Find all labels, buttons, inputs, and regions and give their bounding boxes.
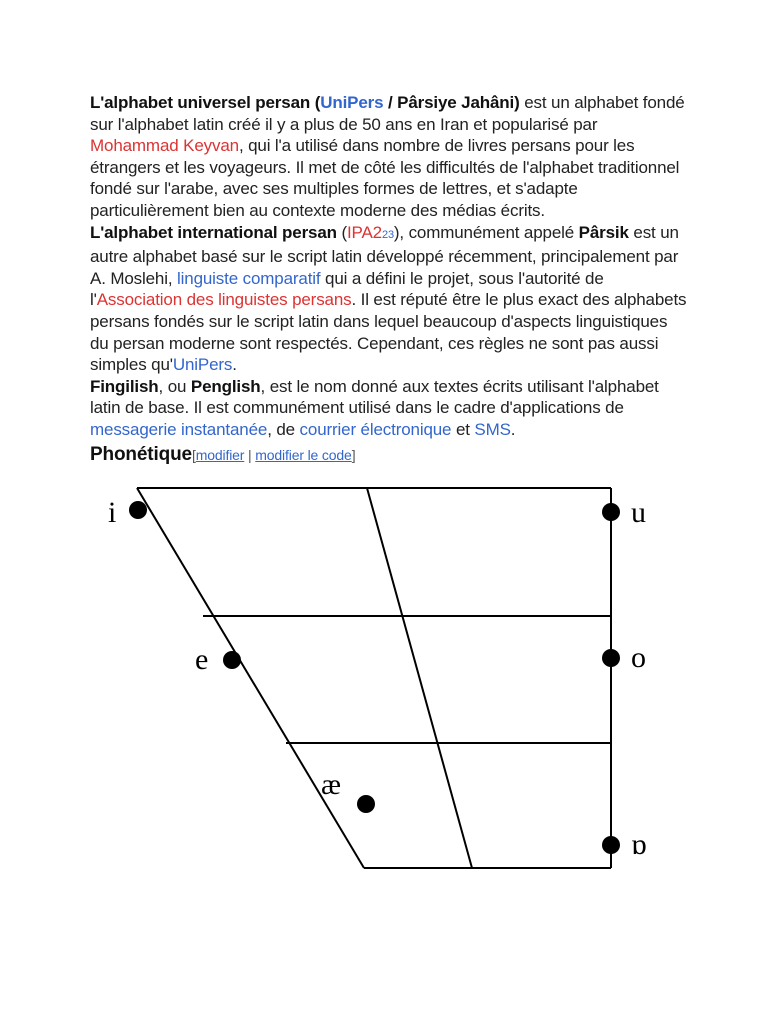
paragraph-parsik: L'alphabet international persan (IPA223), communément appelé Pârsik est un autre alphabet basé sur le script latin développé récemment, principalement par A. Moslehi, linguiste comparatif qui a défini le projet, sous l'autorité de l'Association des linguistes persans. Il est réputé être le plus exact des alphabets persans fondés sur le script latin dans lequel beaucoup d'aspects linguistiques du persan moderne sont respectés. Cependant, ces règles ne sont pas aussi simples qu'UniPers. [90, 222, 687, 375]
link-ipa2[interactable]: IPA2 [346, 222, 382, 242]
link-sms[interactable]: SMS [474, 419, 511, 439]
bold-text: Fingilish [90, 376, 159, 396]
bold-text: L'alphabet universel persan ( [90, 93, 321, 112]
edit-source-link[interactable]: modifier le code [255, 446, 352, 463]
left-edge [137, 488, 364, 868]
link-courrier[interactable]: courrier électronique [299, 419, 452, 439]
vowel-dot-u [602, 503, 620, 521]
edit-link[interactable]: modifier [195, 446, 245, 463]
vowel-chart [90, 478, 690, 878]
vowel-dot-o [602, 649, 620, 667]
central-line [367, 488, 472, 868]
vowel-dot-open-o [602, 836, 620, 854]
vowel-label-u: u [631, 496, 646, 529]
vowel-trapezoid [90, 478, 690, 878]
vowel-dot-e [223, 651, 241, 669]
link-mohammad-keyvan[interactable]: Mohammad Keyvan [90, 136, 239, 156]
paragraph-unipers: L'alphabet universel persan (UniPers / Pârsiye Jahâni) est un alphabet fondé sur l'alphabet latin créé il y a plus de 50 ans en Iran et popularisé par Mohammad Keyvan, qui l'a utilisé dans nombre de livres persans pour les étrangers et les voyageurs. Il met de côté les difficultés de l'alphabet traditionnel fondé sur l'arabe, avec ses multiples formes de lettres, et s'adapte particulièrement bien au contexte moderne des médias écrits. [90, 93, 685, 220]
link-messagerie[interactable]: messagerie instantanée [90, 419, 268, 439]
vowel-label-i: i [108, 496, 117, 529]
edit-section: [modifier | modifier le code] [191, 446, 356, 463]
link-ipa2-ref[interactable]: 23 [381, 228, 394, 241]
vowel-label-o: o [631, 641, 646, 674]
vowel-label-open-o: ɒ [631, 828, 647, 861]
bold-text: Penglish [190, 376, 261, 396]
link-linguiste-comparatif[interactable]: linguiste comparatif [177, 268, 321, 288]
vowel-label-e: e [195, 643, 209, 676]
vowel-dot-ae [357, 795, 375, 813]
paragraph-fingilish: Fingilish, ou Penglish, est le nom donné aux textes écrits utilisant l'alphabet latin de base. Il est communément utilisé dans le cadre d'applications de messagerie instantanée, de courrier électronique et SMS. [90, 376, 659, 439]
heading-title: Phonétique [90, 443, 192, 465]
section-heading [90, 443, 690, 467]
bold-text: L'alphabet international persan [90, 222, 337, 242]
link-unipers[interactable]: UniPers [320, 93, 384, 112]
bold-text: Pârsik [578, 222, 629, 242]
article-body [90, 92, 690, 467]
bold-text: / Pârsiye Jahâni) [383, 93, 520, 112]
vowel-dot-i [129, 501, 147, 519]
link-unipers-2[interactable]: UniPers [172, 355, 233, 375]
vowel-label-ae: æ [321, 768, 342, 801]
link-association-linguistes[interactable]: Association des linguistes persans [96, 290, 352, 310]
